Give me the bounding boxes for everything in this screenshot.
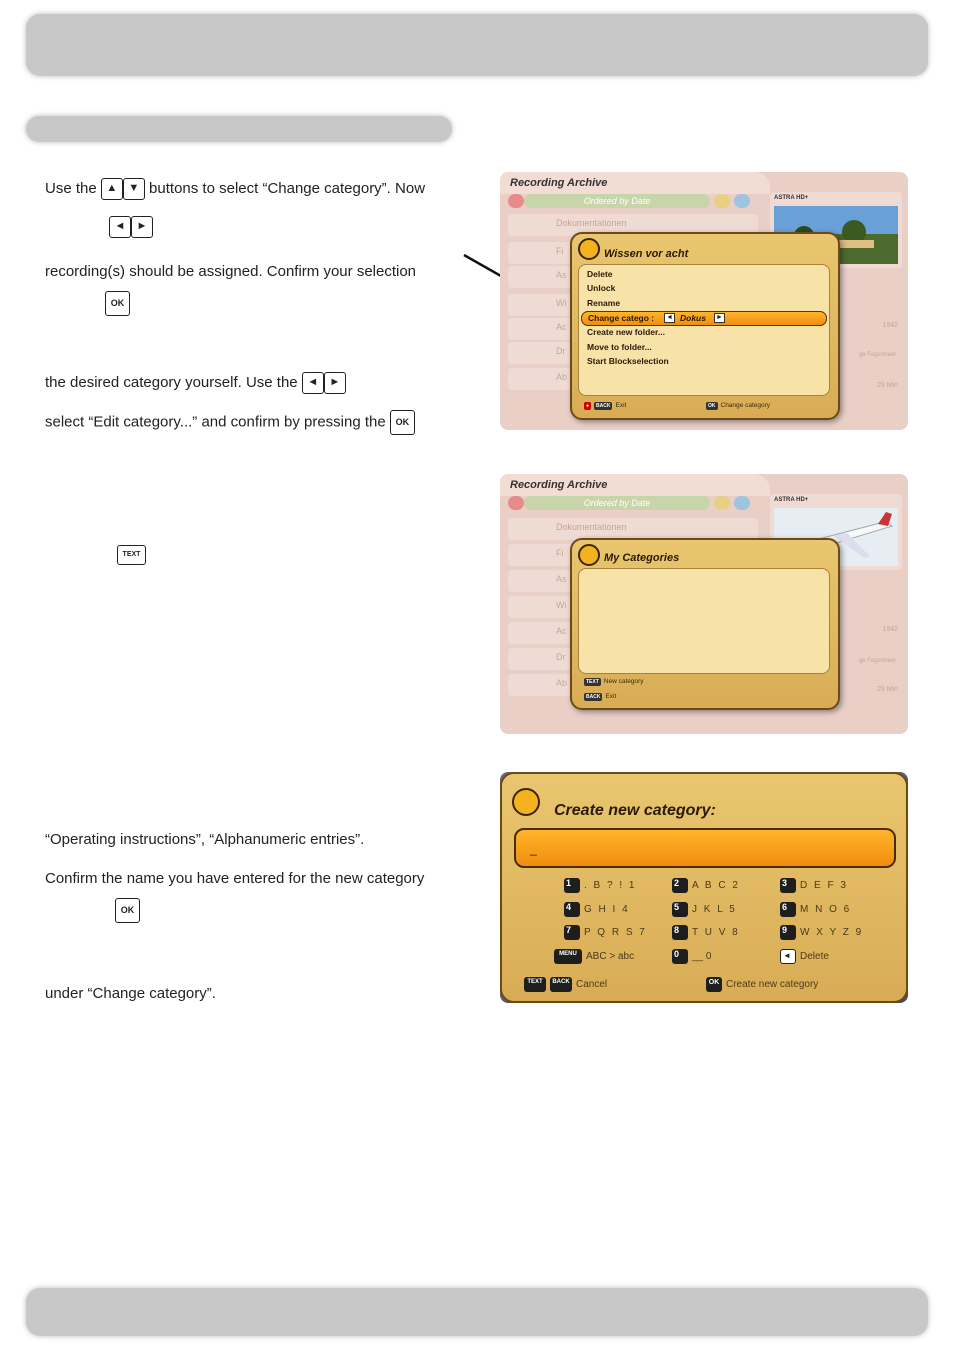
right-key: ► xyxy=(131,216,153,238)
my-categories-dialog xyxy=(570,538,840,710)
hint-label: Create new category xyxy=(726,979,819,991)
row-label: Dokumentationen xyxy=(556,218,627,228)
dialog-title: My Categories xyxy=(604,552,680,564)
row-label: As xyxy=(556,270,567,280)
keypad-8 xyxy=(672,925,740,940)
row-label: Wi xyxy=(556,600,567,610)
ok-key xyxy=(115,898,140,923)
hint-ok xyxy=(706,402,770,410)
keypad-5 xyxy=(672,902,737,917)
key-icon: 8 xyxy=(672,925,688,940)
keypad-2 xyxy=(672,878,740,893)
row-label: Ac xyxy=(556,626,567,636)
archive-order: Ordered by Date xyxy=(524,496,710,510)
menu-item-unlock[interactable]: Unlock xyxy=(587,283,616,293)
yellow-button-icon xyxy=(714,194,730,208)
yellow-button-icon xyxy=(714,496,730,510)
up-key: ▲ xyxy=(101,178,123,200)
menu-item-create-folder[interactable]: Create new folder... xyxy=(587,327,665,337)
instruction-p5: Confirm the name you have entered for the new category xyxy=(45,870,425,887)
keypad-3 xyxy=(780,878,848,893)
key-chars: __ 0 xyxy=(692,951,712,963)
row-label: Dokumentationen xyxy=(556,522,627,532)
row-label: Ac xyxy=(556,322,567,332)
key-icon: 2 xyxy=(672,878,688,893)
hint-create xyxy=(706,977,818,992)
row-label: Ab xyxy=(556,678,568,688)
side-info: 1942 xyxy=(882,626,898,633)
right-key: ► xyxy=(324,372,346,394)
key-chars: P Q R S 7 xyxy=(584,927,647,939)
hint-label: Exit xyxy=(615,402,627,409)
instruction-text: the desired category yourself. Use the xyxy=(45,373,298,391)
key-icon: 4 xyxy=(564,902,580,917)
menu-item-blockselection[interactable]: Start Blockselection xyxy=(587,356,669,366)
row-label: Ab xyxy=(556,372,568,382)
input-value: _ xyxy=(530,842,537,856)
ok-key-icon: OK xyxy=(708,403,716,409)
back-key-icon: BACK xyxy=(596,403,611,409)
edit-pencil-icon xyxy=(578,238,600,260)
list-item xyxy=(508,518,758,540)
dialog-title: Wissen vor acht xyxy=(604,248,689,260)
archive-order: Ordered by Date xyxy=(524,194,710,208)
key-chars: T U V 8 xyxy=(692,927,740,939)
category-icon xyxy=(578,544,600,566)
key-icon: 1 xyxy=(564,878,580,893)
blue-button-icon xyxy=(734,496,750,510)
key-icon: 0 xyxy=(672,949,688,964)
text-key-icon: TEXT xyxy=(586,679,599,685)
right-arrow-icon: ► xyxy=(716,314,723,321)
key-chars: . B ? ! 1 xyxy=(584,880,637,892)
text-key-label: TEXT xyxy=(117,545,146,565)
key-chars: A B C 2 xyxy=(692,880,740,892)
menu-item-rename[interactable]: Rename xyxy=(587,298,621,308)
red-button-icon xyxy=(508,496,524,510)
instruction-text: Use the xyxy=(45,179,97,197)
key-icon: 9 xyxy=(780,925,796,940)
key-chars: W X Y Z 9 xyxy=(800,927,864,939)
back-key-icon: BACK xyxy=(586,694,601,700)
hint-new-category xyxy=(584,678,644,686)
row-label: Wi xyxy=(556,298,567,308)
left-key: ◄ xyxy=(302,372,324,394)
keypad-7 xyxy=(564,925,647,940)
row-label: Fi xyxy=(556,246,564,256)
category-icon xyxy=(512,788,540,816)
ok-key-label: OK xyxy=(115,898,140,923)
hint-label: Cancel xyxy=(576,979,608,991)
keypad-9 xyxy=(780,925,863,940)
category-value: Dokus xyxy=(680,313,706,323)
screenshot-create-new-category xyxy=(500,772,908,1003)
key-chars: Delete xyxy=(800,951,829,963)
text-key xyxy=(117,545,146,565)
instruction-p6: under “Change category”. xyxy=(45,985,216,1002)
blue-button-icon xyxy=(734,194,750,208)
archive-title: Recording Archive xyxy=(510,177,608,189)
text-key-icon: TEXT xyxy=(524,977,546,992)
instruction-text: select “Edit category...” and confirm by pressing the xyxy=(45,413,386,431)
menu-item-move-folder[interactable]: Move to folder... xyxy=(587,342,652,352)
menu-key-icon: MENU xyxy=(554,949,582,964)
page-footer-bar xyxy=(26,1288,928,1336)
keypad-menu xyxy=(554,949,634,964)
key-chars: M N O 6 xyxy=(800,904,852,916)
menu-item-delete[interactable]: Delete xyxy=(587,269,613,279)
side-info: ge Fogesheer xyxy=(858,658,896,664)
dialog-title: Create new category: xyxy=(554,802,716,819)
context-menu-dialog xyxy=(570,232,840,420)
row-label: Fi xyxy=(556,548,564,558)
down-key: ▼ xyxy=(123,178,145,200)
left-key: ◄ xyxy=(109,216,131,238)
hint-label: Exit xyxy=(605,693,617,700)
side-info: 29 Min xyxy=(876,382,898,389)
row-label: Dr xyxy=(556,346,566,356)
row-label: As xyxy=(556,574,567,584)
key-chars: G H I 4 xyxy=(584,904,630,916)
hint-label: Change category xyxy=(720,402,771,409)
key-icon: 5 xyxy=(672,902,688,917)
left-arrow-icon: ◄ xyxy=(666,314,673,321)
menu-item-change-category[interactable] xyxy=(581,311,827,326)
key-chars: ABC > abc xyxy=(586,951,635,963)
instruction-text: buttons to select “Change category”. Now xyxy=(149,179,426,197)
keypad-1 xyxy=(564,878,636,893)
category-list xyxy=(578,568,830,674)
row-label: Dr xyxy=(556,652,566,662)
hint-label: New category xyxy=(603,678,644,685)
back-key-icon: BACK xyxy=(550,977,572,992)
keypad-4 xyxy=(564,902,630,917)
category-name-input[interactable] xyxy=(514,828,896,868)
keypad-6 xyxy=(780,902,851,917)
key-icon: 6 xyxy=(780,902,796,917)
ok-key-label: OK xyxy=(105,291,130,316)
hint-exit xyxy=(584,402,626,410)
hint-cancel xyxy=(524,977,607,992)
instruction-p3b xyxy=(45,410,455,435)
create-category-dialog xyxy=(500,772,908,1003)
key-chars: J K L 5 xyxy=(692,904,737,916)
keypad-delete xyxy=(780,949,829,964)
menu-list xyxy=(578,264,830,396)
key-icon: 7 xyxy=(564,925,580,940)
side-info: 1942 xyxy=(882,322,898,329)
keypad-0 xyxy=(672,949,711,964)
instruction-p2: recording(s) should be assigned. Confirm your selection xyxy=(45,263,417,280)
ok-key: OK xyxy=(390,410,415,435)
key-chars: D E F 3 xyxy=(800,880,848,892)
menu-item-label: Change catego : xyxy=(588,313,655,323)
screenshot-change-category xyxy=(500,172,908,430)
side-info: ge Fogesheer xyxy=(858,352,896,358)
red-dot-icon: ● xyxy=(586,403,590,409)
hint-exit xyxy=(584,693,616,701)
instruction-p4: “Operating instructions”, “Alphanumeric entries”. xyxy=(45,831,365,848)
red-button-icon xyxy=(508,194,524,208)
channel-label: ASTRA HD+ xyxy=(774,195,809,201)
key-icon: 3 xyxy=(780,878,796,893)
side-info: 29 Min xyxy=(876,686,898,693)
screenshot-my-categories xyxy=(500,474,908,734)
left-arrow-icon: ◄ xyxy=(780,949,796,964)
ok-key-icon: OK xyxy=(706,977,722,992)
channel-label: ASTRA HD+ xyxy=(774,497,809,503)
archive-title: Recording Archive xyxy=(510,479,608,491)
